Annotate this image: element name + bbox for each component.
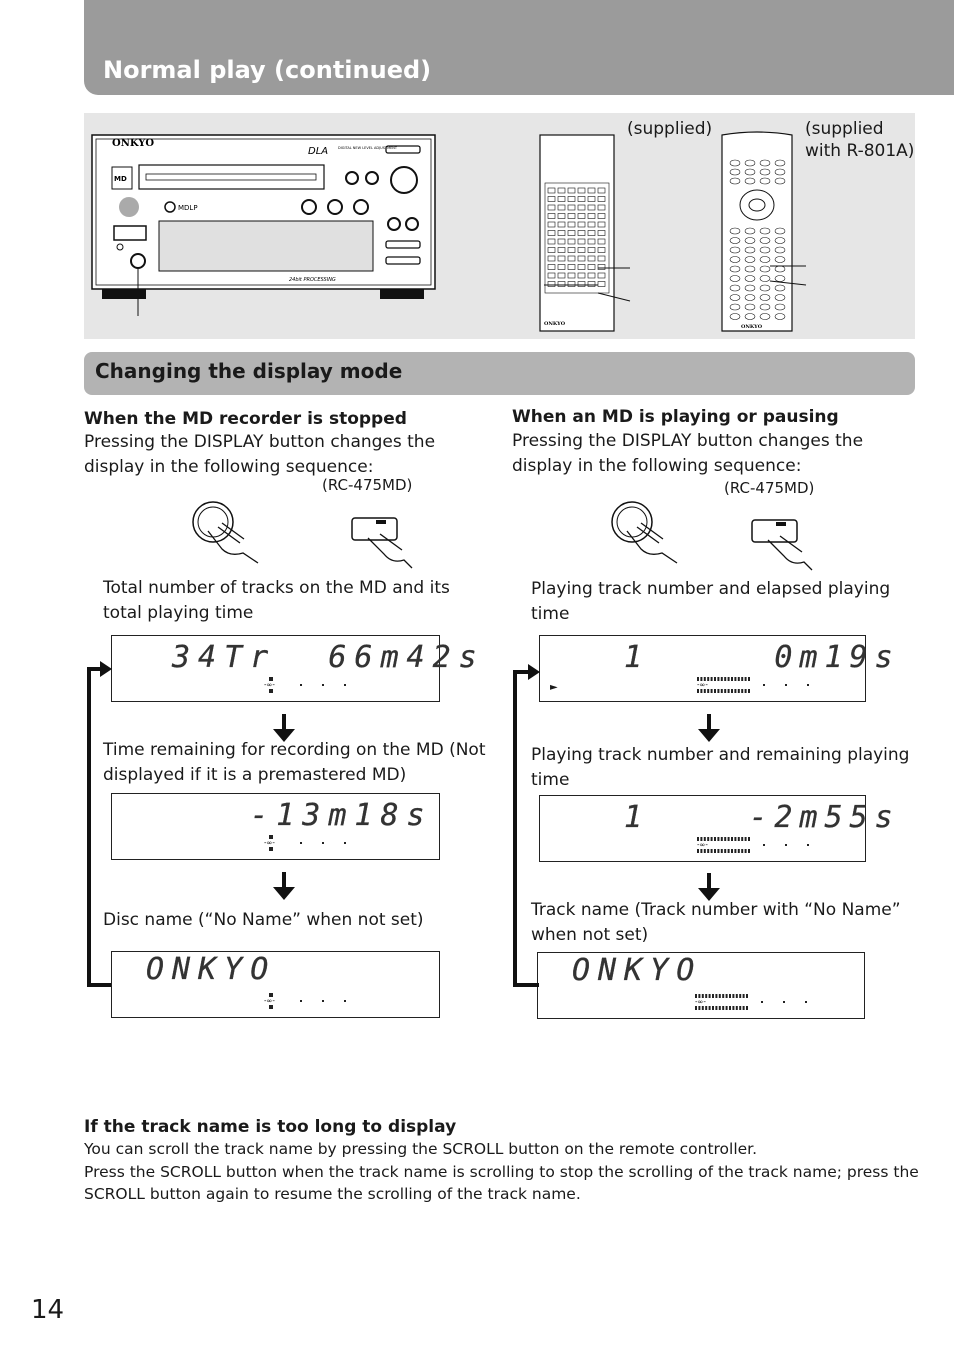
right-step1-display-text: 1 0m19s <box>624 640 900 675</box>
mdlp-logo: MDLP <box>178 204 198 212</box>
supplied-r801a-label-line2: with R-801A) <box>805 141 915 161</box>
remote-brand-logo: ONKYO <box>544 321 566 327</box>
left-step2-display <box>111 793 440 860</box>
supplied-label: (supplied) <box>627 119 713 139</box>
play-indicator-icon: ► <box>550 682 558 693</box>
right-step3-display <box>537 952 865 1019</box>
left-column-heading: When the MD recorder is stopped <box>84 409 407 429</box>
left-step1-display-text: 34Tr 66m42s <box>172 640 485 675</box>
dla-caption: DIGITAL NEW LEVEL ADJUSTMENT <box>338 146 398 150</box>
meter-label: -∞- <box>697 681 708 689</box>
dla-logo: DLA <box>308 146 329 157</box>
right-loop-back-arrow <box>512 655 542 990</box>
level-meter-graphic <box>262 990 402 1012</box>
left-step1-level-meter <box>262 674 402 700</box>
level-meter-graphic <box>262 674 402 696</box>
left-step1-display <box>111 635 485 702</box>
right-column-body: Pressing the DISPLAY button changes the display in the following sequence: <box>512 431 864 476</box>
left-step3-display-text: ONKYO <box>146 952 277 987</box>
meter-label: -∞- <box>264 997 275 1005</box>
left-remote-label: (RC-475MD) <box>322 476 413 494</box>
left-unit-display-button-icon <box>188 495 268 565</box>
page-number: 14 <box>31 1295 65 1325</box>
right-remote-label: (RC-475MD) <box>724 479 815 497</box>
level-meter-graphic <box>262 832 402 854</box>
left-arrow-down-2-icon <box>270 870 300 902</box>
left-step3-display <box>111 951 440 1018</box>
scroll-note-heading: If the track name is too long to display <box>84 1117 457 1137</box>
right-step2-level-meter <box>695 834 835 860</box>
right-column-heading: When an MD is playing or pausing <box>512 407 839 427</box>
scroll-note-paragraph-1: You can scroll the track name by pressing the SCROLL button on the remote controller. <box>84 1140 758 1158</box>
right-step3-level-meter <box>693 991 833 1017</box>
level-meter-graphic <box>695 674 835 696</box>
level-meter-graphic <box>693 991 833 1013</box>
meter-label: -∞- <box>264 839 275 847</box>
left-step2-caption: Time remaining for recording on the MD (Not displayed if it is a premastered MD) <box>103 740 486 785</box>
right-step3-display-text: ONKYO <box>572 953 703 988</box>
right-step1-display <box>539 635 900 702</box>
meter-label: -∞- <box>695 998 706 1006</box>
left-remote-display-button-icon <box>346 510 426 570</box>
brand-logo: ONKYO <box>112 138 155 149</box>
left-step1-caption: Total number of tracks on the MD and its total playing time <box>103 578 450 623</box>
level-meter-graphic <box>695 834 835 856</box>
left-step2-display-text: -13m18s <box>172 798 433 833</box>
right-step2-caption: Playing track number and remaining playing time <box>531 745 910 790</box>
right-step1-level-meter <box>695 674 835 700</box>
left-loop-back-arrow <box>84 655 114 995</box>
meter-label: -∞- <box>264 681 275 689</box>
left-column-body: Pressing the DISPLAY button changes the display in the following sequence: <box>84 432 436 477</box>
right-unit-display-button-icon <box>607 495 687 565</box>
supplied-r801a-label-line1: (supplied <box>805 119 884 139</box>
minidisc-logo: MD <box>114 175 127 183</box>
page-title: Normal play (continued) <box>103 56 432 84</box>
right-remote-display-button-icon <box>746 512 826 572</box>
md-recorder-front-illustration <box>84 113 504 339</box>
right-step2-display-text: 1 -2m55s <box>624 800 900 835</box>
left-step2-level-meter <box>262 832 402 858</box>
remote2-brand-logo: ONKYO <box>741 324 763 330</box>
right-step2-display <box>539 795 900 862</box>
right-arrow-down-1-icon <box>695 712 725 744</box>
meter-label: -∞- <box>697 841 708 849</box>
processing-badge: 24bit PROCESSING <box>289 277 336 283</box>
scroll-note <box>84 1116 924 1206</box>
right-step3-caption: Track name (Track number with “No Name” when not set) <box>531 900 901 945</box>
remote-controllers-illustration <box>530 113 830 339</box>
section-title: Changing the display mode <box>95 359 403 383</box>
scroll-note-paragraph-2: Press the SCROLL button when the track name is scrolling to stop the scrolling of the track name; press the SCROLL button again to resume the scrolling of the track name. <box>84 1162 919 1203</box>
left-step3-caption: Disc name (“No Name” when not set) <box>103 910 424 930</box>
right-step1-caption: Playing track number and elapsed playing time <box>531 579 891 624</box>
left-step3-level-meter <box>262 990 402 1016</box>
